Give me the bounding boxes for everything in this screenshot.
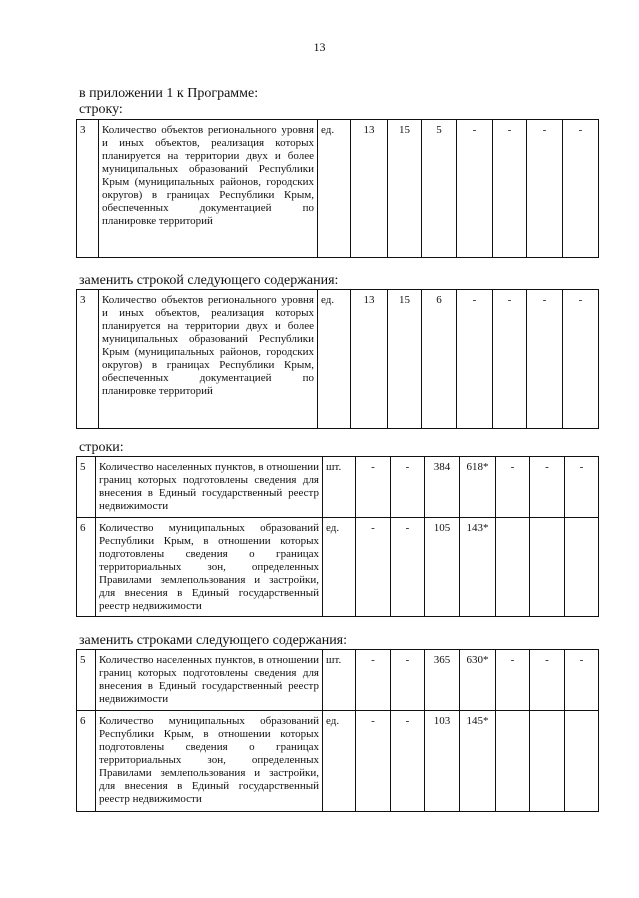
table-row <box>77 650 599 711</box>
table-row <box>77 120 599 258</box>
intro-line-row: строку: <box>79 102 123 117</box>
page-number: 13 <box>313 40 326 54</box>
value-cell: 15 <box>388 120 422 258</box>
table-row <box>77 457 599 518</box>
value-cell: - <box>356 457 391 518</box>
value-cell: - <box>563 120 599 258</box>
table-new-rows-5-6 <box>76 649 599 812</box>
value-cell: - <box>563 290 599 429</box>
empty-cell <box>530 711 565 812</box>
value-cell: 365 <box>425 650 460 711</box>
value-cell: 618* <box>460 457 496 518</box>
row-description: Количество населенных пунктов, в отношении границ которых подготовлены сведения для внесения в Единый государственный реестр недвижимости <box>96 457 323 518</box>
value-cell: - <box>527 290 563 429</box>
row-number: 3 <box>77 120 99 258</box>
value-cell: - <box>530 457 565 518</box>
row-unit: шт. <box>323 650 356 711</box>
row-number: 6 <box>77 518 96 617</box>
table-new-row-3 <box>76 289 599 429</box>
value-cell: 630* <box>460 650 496 711</box>
value-cell: - <box>565 457 599 518</box>
value-cell: - <box>565 650 599 711</box>
value-cell: - <box>356 650 391 711</box>
row-unit: ед. <box>318 290 351 429</box>
row-unit: ед. <box>318 120 351 258</box>
lines-label: строки: <box>79 440 124 455</box>
value-cell: 105 <box>425 518 460 617</box>
row-number: 5 <box>77 650 96 711</box>
value-cell: - <box>391 711 425 812</box>
row-description: Количество объектов регионального уровня и иных объектов, реализация которых планируется на территории двух и более муниципальных образований Республики Крым (муниципальных районов, городских округов) в границах Республики Крым, обеспеченных документацией по планировке территорий <box>99 120 318 258</box>
value-cell: 5 <box>422 120 457 258</box>
value-cell: - <box>493 120 527 258</box>
replace-instruction: заменить строкой следующего содержания: <box>79 273 339 288</box>
empty-cell <box>496 518 530 617</box>
row-description: Количество населенных пунктов, в отношении границ которых подготовлены сведения для внесения в Единый государственный реестр недвижимости <box>96 650 323 711</box>
value-cell: 103 <box>425 711 460 812</box>
value-cell: - <box>496 457 530 518</box>
row-unit: шт. <box>323 457 356 518</box>
table-old-rows-5-6 <box>76 456 599 617</box>
row-unit: ед. <box>323 711 356 812</box>
value-cell: - <box>530 650 565 711</box>
empty-cell <box>565 518 599 617</box>
value-cell: 6 <box>422 290 457 429</box>
value-cell: 384 <box>425 457 460 518</box>
table-old-row-3 <box>76 119 599 258</box>
value-cell: - <box>356 711 391 812</box>
row-unit: ед. <box>323 518 356 617</box>
value-cell: 15 <box>388 290 422 429</box>
value-cell: - <box>356 518 391 617</box>
value-cell: - <box>457 290 493 429</box>
value-cell: - <box>391 650 425 711</box>
empty-cell <box>530 518 565 617</box>
value-cell: 143* <box>460 518 496 617</box>
row-number: 3 <box>77 290 99 429</box>
table-row <box>77 711 599 812</box>
table-row <box>77 518 599 617</box>
value-cell: - <box>391 457 425 518</box>
value-cell: - <box>493 290 527 429</box>
value-cell: - <box>496 650 530 711</box>
value-cell: 13 <box>351 120 388 258</box>
row-description: Количество объектов регионального уровня и иных объектов, реализация которых планируется на территории двух и более муниципальных образований Республики Крым (муниципальных районов, городских округов) в границах Республики Крым, обеспеченных документацией по планировке территорий <box>99 290 318 429</box>
row-number: 5 <box>77 457 96 518</box>
row-description: Количество муниципальных образований Республики Крым, в отношении которых подготовлены сведения о границах территориальных зон, определенных Правилами землепользования и застройки, для внесения в Единый государственный реестр недвижимости <box>96 711 323 812</box>
value-cell: - <box>527 120 563 258</box>
value-cell: 13 <box>351 290 388 429</box>
intro-line-appendix: в приложении 1 к Программе: <box>79 86 259 101</box>
row-description: Количество муниципальных образований Республики Крым, в отношении которых подготовлены сведения о границах территориальных зон, определенных Правилами землепользования и застройки, для внесения в Единый государственный реестр недвижимости <box>96 518 323 617</box>
empty-cell <box>496 711 530 812</box>
value-cell: - <box>457 120 493 258</box>
table-row <box>77 290 599 429</box>
empty-cell <box>565 711 599 812</box>
replace-instruction: заменить строками следующего содержания: <box>79 633 348 648</box>
value-cell: 145* <box>460 711 496 812</box>
row-number: 6 <box>77 711 96 812</box>
value-cell: - <box>391 518 425 617</box>
